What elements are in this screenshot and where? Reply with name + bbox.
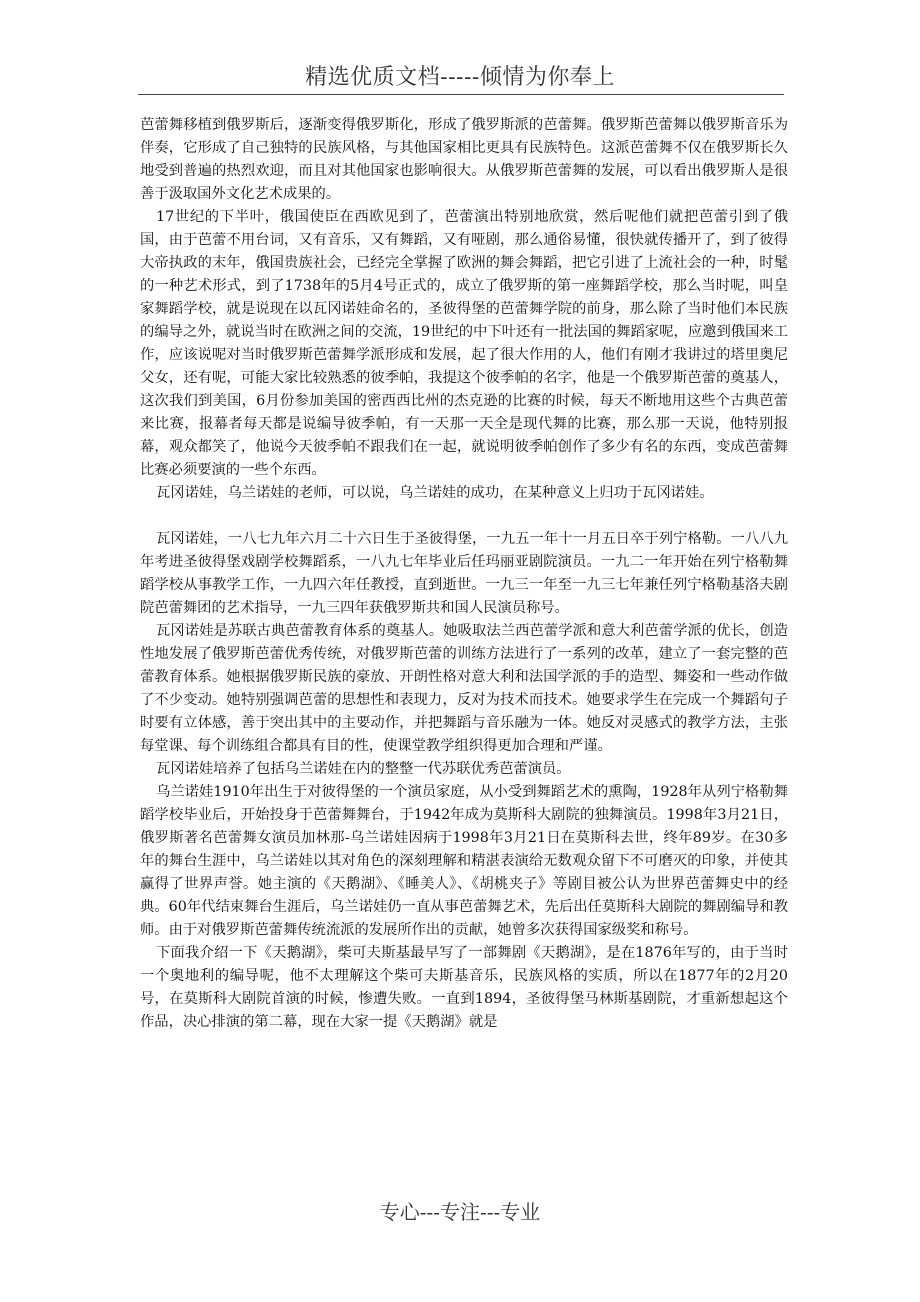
paragraph-spacer	[140, 505, 788, 528]
document-body	[140, 114, 788, 1034]
paragraph: 瓦冈诺娃，乌兰诺娃的老师，可以说，乌兰诺娃的成功，在某种意义上归功于瓦冈诺娃。	[156, 485, 714, 501]
header-divider	[138, 94, 784, 95]
paragraph: 乌兰诺娃1910年出生于对彼得堡的一个演员家庭，从小受到舞蹈艺术的熏陶，1928年从列宁格勒舞蹈学校毕业后，开始投身于芭蕾舞舞台，于1942年成为莫斯科大剧院的独舞演员。1998年3月21日，俄罗斯著名芭蕾舞女演员加林那-乌兰诺娃因病于1998年3月21日在莫斯科去世，终年89岁。在30多年的舞台生涯中，乌兰诺娃以其对角色的深刻理解和精湛表演给无数观众留下不可磨灭的印象，并使其赢得了世界声誉。她主演的《天鹅湖》、《睡美人》、《胡桃夹子》等剧目被公认为世界芭蕾舞史中的经典。60年代结束舞台生涯后，乌兰诺娃仍一直从事芭蕾舞艺术，先后出任莫斯科大剧院的舞剧编导和教师。由于对俄罗斯芭蕾舞传统流派的发展所作出的贡献，她曾多次获得国家级奖和称号。	[140, 784, 788, 938]
paragraph: 瓦冈诺娃培养了包括乌兰诺娃在内的整整一代苏联优秀芭蕾演员。	[156, 761, 571, 777]
paragraph: 下面我介绍一下《天鹅湖》，柴可夫斯基最早写了一部舞剧《天鹅湖》，是在1876年写的，由于当时一个奥地利的编导呢，他不太理解这个柴可夫斯基音乐，民族风格的实质，所以在1877年的2月20号，在莫斯科大剧院首演的时候，惨遭失败。一直到1894，圣彼得堡马林斯基剧院，才重新想起这个作品，决心排演的第二幕，现在大家一提《天鹅湖》就是	[140, 945, 788, 1030]
paragraph: 芭蕾舞移植到俄罗斯后，逐渐变得俄罗斯化，形成了俄罗斯派的芭蕾舞。俄罗斯芭蕾舞以俄罗斯音乐为伴奏，它形成了自己独特的民族风格，与其他国家相比更具有民族特色。这派芭蕾舞不仅在俄罗斯长久地受到普遍的热烈欢迎，而且对其他国家也影响很大。从俄罗斯芭蕾舞的发展，可以看出俄罗斯人是很善于汲取国外文化艺术成果的。	[140, 117, 788, 202]
paragraph: 17世纪的下半叶，俄国使臣在西欧见到了，芭蕾演出特别地欣赏，然后呢他们就把芭蕾引到了俄国，由于芭蕾不用台词，又有音乐，又有舞蹈，又有哑剧，那么通俗易懂，很快就传播开了，到了彼得大帝执政的末年，俄国贵族社会，已经完全掌握了欧洲的舞会舞蹈，把它引进了上流社会的一种，时髦的一种艺术形式，到了1738年的5月4号正式的，成立了俄罗斯的第一座舞蹈学校，那么当时呢，叫皇家舞蹈学校，就是说现在以瓦冈诺娃命名的，圣彼得堡的芭蕾舞学院的前身，那么除了当时他们本民族的编导之外，就说当时在欧洲之间的交流，19世纪的中下叶还有一批法国的舞蹈家呢，应邀到俄国来工作，应该说呢对当时俄罗斯芭蕾舞学派形成和发展，起了很大作用的人，他们有刚才我讲过的塔里奥尼父女，还有呢，可能大家比较熟悉的彼季帕，我提这个彼季帕的名字，他是一个俄罗斯芭蕾的奠基人，这次我们到美国，6月份参加美国的密西西比州的杰克逊的比赛的时候，每天不断地用这些个古典芭蕾来比赛，报幕者每天都是说编导彼季帕，有一天那一天全是现代舞的比赛，那么那一天说，他特别报幕，观众都笑了，他说今天彼季帕不跟我们在一起，就说明彼季帕创作了多少有名的东西，变成芭蕾舞比赛必须要演的一些个东西。	[140, 209, 788, 478]
page-footer-text: 专心---专注---专业	[379, 1200, 541, 1224]
paragraph: 瓦冈诺娃，一八七九年六月二十六日生于圣彼得堡，一九五一年十一月五日卒于列宁格勒。一八八九年考进圣彼得堡戏剧学校舞蹈系，一八九七年毕业后任玛丽亚剧院演员。一九二一年开始在列宁格勒舞蹈学校从事教学工作，一九四六年任教授，直到逝世。一九三一年至一九三七年兼任列宁格勒基洛夫剧院芭蕾舞团的艺术指导，一九三四年获俄罗斯共和国人民演员称号。	[140, 531, 788, 616]
page-header-title: 精选优质文档-----倾情为你奉上	[305, 65, 615, 90]
paragraph: 瓦冈诺娃是苏联古典芭蕾教育体系的奠基人。她吸取法兰西芭蕾学派和意大利芭蕾学派的优长，创造性地发展了俄罗斯芭蕾优秀传统，对俄罗斯芭蕾的训练方法进行了一系列的改革，建立了一套完整的芭蕾教育体系。她根据俄罗斯民族的豪放、开朗性格对意大利和法国学派的手的造型、舞姿和一些动作做了不少变动。她特别强调芭蕾的思想性和表现力，反对为技术而技术。她要求学生在完成一个舞蹈句子时要有立体感，善于突出其中的主要动作，并把舞蹈与音乐融为一体。她反对灵感式的教学方法，主张每堂课、每个训练组合都具有目的性，使课堂教学组织得更加合理和严谨。	[140, 623, 788, 754]
